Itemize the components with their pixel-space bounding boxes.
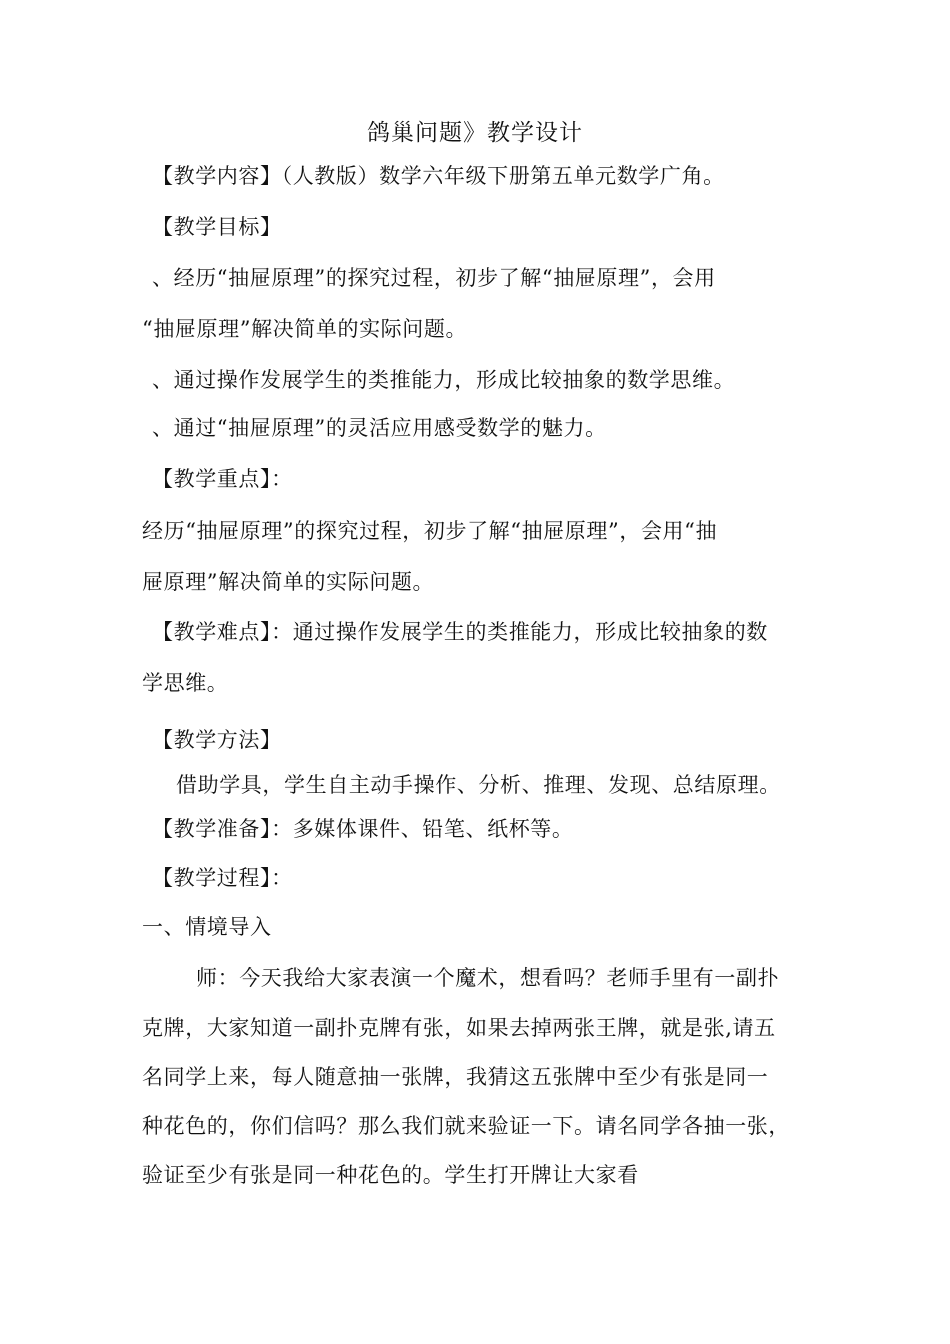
difficulties-line-2: 学思维。 bbox=[142, 671, 229, 695]
paragraph-line-2: 克牌，大家知道一副扑克牌有张，如果去掉两张王牌，就是张,请五 bbox=[142, 1016, 776, 1040]
goal-1-line-1: 、经历“抽屉原理”的探究过程，初步了解“抽屉原理”，会用 bbox=[152, 266, 716, 290]
preparation-line: 【教学准备】：多媒体课件、铅笔、纸杯等。 bbox=[152, 817, 574, 841]
methods-line: 借助学具，学生自主动手操作、分析、推理、发现、总结原理。 bbox=[176, 773, 781, 797]
process-heading: 【教学过程】： bbox=[152, 866, 293, 890]
goal-3-line: 、通过“抽屉原理”的灵活应用感受数学的魅力。 bbox=[152, 416, 607, 440]
teaching-goals-heading: 【教学目标】 bbox=[152, 215, 282, 239]
key-points-line-2: 屉原理”解决简单的实际问题。 bbox=[142, 570, 435, 594]
document-title: 鸽巢问题》教学设计 bbox=[367, 120, 583, 146]
paragraph-line-5: 验证至少有张是同一种花色的。学生打开牌让大家看 bbox=[142, 1163, 639, 1187]
section-1-heading: 一、情境导入 bbox=[142, 915, 272, 939]
goal-1-line-2: “抽屉原理”解决简单的实际问题。 bbox=[142, 317, 468, 341]
difficulties-line-1: 【教学难点】：通过操作发展学生的类推能力，形成比较抽象的数 bbox=[152, 620, 768, 644]
key-points-line-1: 经历“抽屉原理”的探究过程，初步了解“抽屉原理”，会用“抽 bbox=[142, 519, 718, 543]
paragraph-line-1: 师：今天我给大家表演一个魔术，想看吗？老师手里有一副扑 bbox=[196, 966, 780, 990]
paragraph-line-4: 种花色的，你们信吗？那么我们就来验证一下。请名同学各抽一张， bbox=[142, 1114, 790, 1138]
teaching-content-line: 【教学内容】（人教版）数学六年级下册第五单元数学广角。 bbox=[152, 164, 725, 188]
methods-heading: 【教学方法】 bbox=[152, 728, 282, 752]
goal-2-line: 、通过操作发展学生的类推能力，形成比较抽象的数学思维。 bbox=[152, 368, 736, 392]
paragraph-line-3: 名同学上来，每人随意抽一张牌，我猜这五张牌中至少有张是同一 bbox=[142, 1065, 769, 1089]
key-points-heading: 【教学重点】： bbox=[152, 467, 293, 491]
